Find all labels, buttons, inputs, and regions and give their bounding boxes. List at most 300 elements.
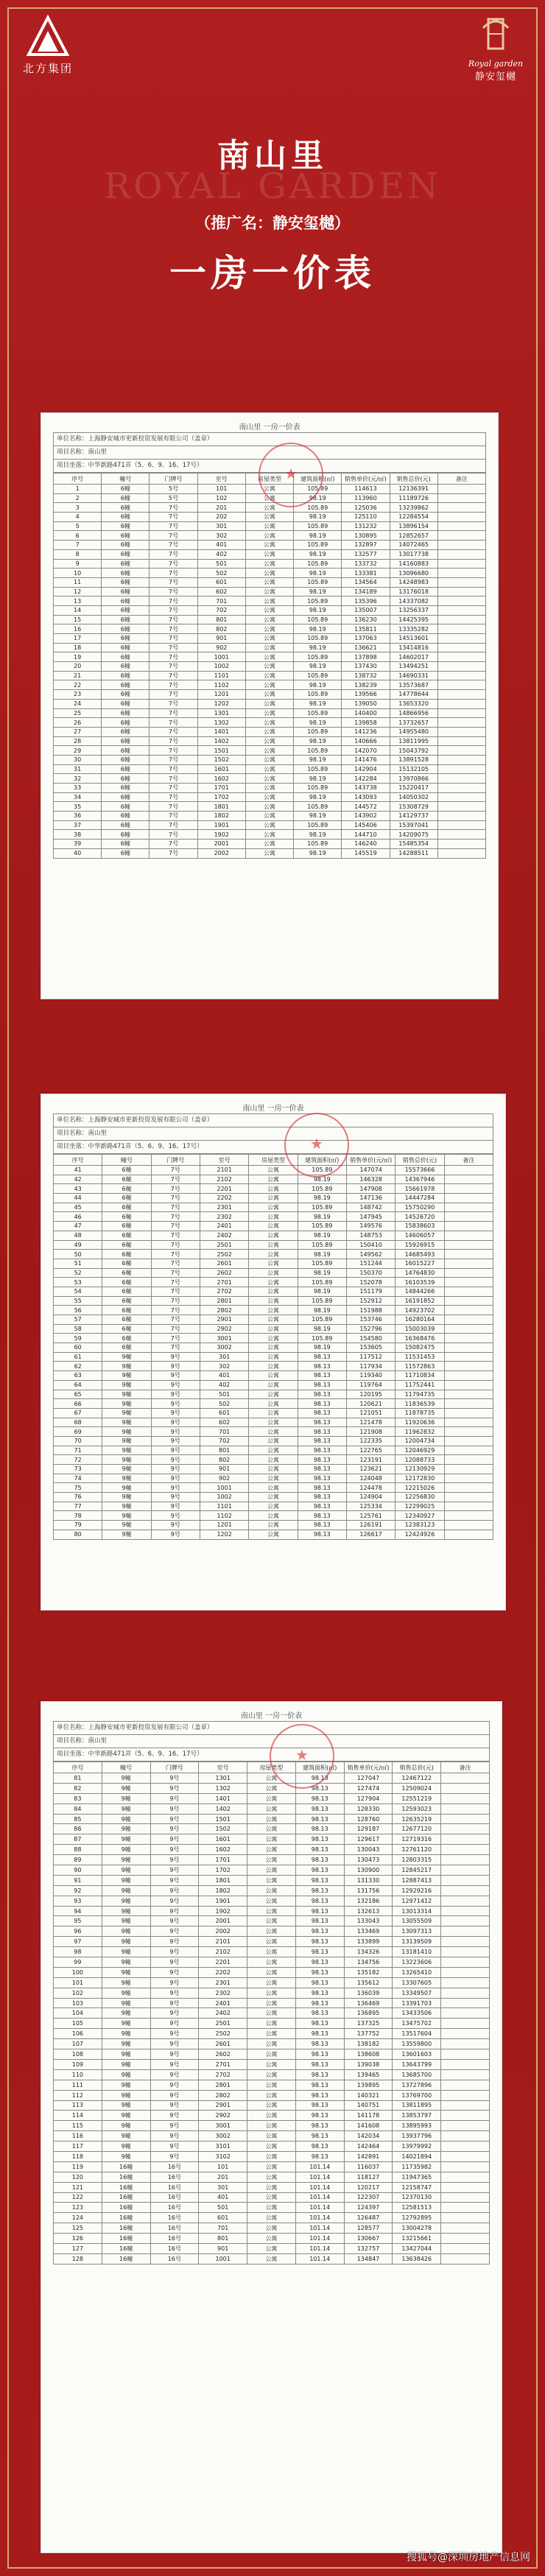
table-cell: 公寓 [245,840,293,849]
table-cell: 2502 [200,1250,248,1259]
table-cell: 128760 [344,1814,393,1824]
table-cell: 14050302 [390,792,437,802]
table-cell: 12845217 [393,1865,441,1876]
table-cell: 98.13 [295,2131,344,2142]
table-cell [441,1988,490,1998]
table-cell: 145519 [342,848,390,858]
table-cell: 12719316 [393,1834,441,1845]
table-cell [437,699,485,708]
table-row [54,1916,490,1926]
table-cell: 124904 [346,1493,395,1502]
table-cell: 7号 [151,1166,200,1175]
table-cell [437,736,485,746]
table-cell [441,1824,490,1834]
table-row [54,549,486,559]
table-row [54,1287,493,1296]
table-cell [437,662,485,672]
table-cell: 公寓 [249,1474,298,1483]
table-cell: 12172830 [395,1474,444,1483]
table-cell: 105.89 [294,634,342,644]
table-cell: 105.89 [298,1315,346,1325]
table-cell: 9号 [150,2142,199,2152]
table-cell: 9幢 [102,1834,150,1845]
table-cell: 133899 [344,1937,393,1947]
table-row [54,2131,490,2142]
price-sheet-page-2 [41,1094,506,1611]
table-cell: 23 [54,690,102,700]
table-cell: 98.19 [294,513,342,522]
table-cell: 98.13 [298,1390,346,1399]
table-cell: 98.19 [294,774,342,784]
table-row [54,830,486,840]
table-cell: 公寓 [247,1824,296,1834]
table-cell: 7号 [150,615,197,624]
table-cell: 公寓 [245,802,293,812]
table-cell: 1302 [197,718,245,728]
table-cell: 22 [54,680,102,690]
table-cell: 105.89 [294,690,342,700]
table-cell: 6幢 [102,1343,151,1353]
table-cell: 98.19 [294,549,342,559]
table-cell: 公寓 [247,1947,296,1957]
table-cell [441,1793,490,1803]
table-cell: 139038 [344,2059,393,2069]
table-cell: 2601 [200,1259,248,1268]
table-cell [441,2029,490,2039]
table-cell: 9号 [151,1493,200,1502]
table-cell: 公寓 [247,1793,296,1803]
table-cell: 142070 [342,746,390,756]
table-cell: 9号 [151,1380,200,1390]
table-cell: 142904 [342,764,390,774]
table-cell: 71 [54,1446,102,1455]
table-cell: 16幢 [102,2203,150,2213]
table-cell: 124048 [346,1474,395,1483]
table-cell: 2402 [200,1231,248,1240]
table-cell: 97 [54,1937,102,1947]
table-cell [441,2192,490,2203]
table-cell: 13811895 [393,2100,441,2111]
table-row [54,634,486,644]
table-cell [441,2080,490,2090]
table-cell: 14690331 [390,671,437,680]
table-cell: 98.13 [295,1937,344,1947]
table-cell: 13391703 [393,1998,441,2008]
table-cell: 9幢 [102,2111,150,2121]
table-cell [441,1896,490,1906]
table-cell: 43 [54,1184,102,1194]
table-cell: 42 [54,1175,102,1184]
table-cell: 36 [54,812,102,821]
table-cell: 13307605 [393,1977,441,1988]
table-cell: 140321 [344,2090,393,2100]
table-cell: 7号 [151,1203,200,1212]
table-cell: 98.13 [295,1896,344,1906]
table-cell: 9号 [151,1521,200,1530]
table-cell: 12 [54,587,102,597]
table-cell [437,485,485,494]
table-cell: 13 [54,597,102,606]
table-row [54,2019,490,2029]
table-cell: 16号 [150,2182,199,2192]
column-header: 门牌号 [150,1762,199,1773]
table-cell: 12971412 [393,1896,441,1906]
table-cell: 7号 [150,549,197,559]
table-cell: 101.14 [295,2253,344,2264]
column-header: 室号 [199,1762,247,1773]
table-cell: 501 [197,559,245,569]
table-cell [441,2182,490,2192]
table-cell: 6幢 [102,830,150,840]
table-cell: 公寓 [247,2253,296,2264]
table-cell: 7号 [151,1296,200,1306]
table-cell: 120195 [346,1390,395,1399]
table-cell: 2301 [200,1203,248,1212]
table-cell: 11920636 [395,1418,444,1427]
table-cell: 9幢 [102,1937,150,1947]
table-cell: 105.89 [298,1296,346,1306]
table-cell: 122335 [346,1436,395,1446]
table-cell: 7号 [151,1259,200,1268]
table-cell: 6幢 [102,531,150,541]
table-cell: 129617 [344,1834,393,1845]
table-cell: 98.13 [295,2049,344,2060]
table-cell: 9幢 [102,2080,150,2090]
table-cell: 124 [54,2213,102,2223]
table-cell: 6幢 [102,597,150,606]
table-cell: 公寓 [249,1521,298,1530]
table-cell: 2001 [199,1916,247,1926]
table-cell: 11572863 [395,1362,444,1371]
table-row [54,1380,493,1390]
table-cell: 49 [54,1240,102,1250]
table-cell: 2101 [199,1937,247,1947]
table-row [54,2223,490,2234]
table-cell: 1002 [200,1493,248,1502]
table-cell: 86 [54,1824,102,1834]
developer-logo-text: 北方集团 [22,62,73,75]
table-cell: 133381 [342,569,390,578]
table-cell: 2 [54,493,102,503]
table-row [54,2059,490,2069]
table-cell: 公寓 [247,2131,296,2142]
table-cell: 9幢 [102,1408,151,1418]
table-cell: 6幢 [102,840,150,849]
table-cell: 101 [197,485,245,494]
table-cell: 136230 [342,615,390,624]
table-cell: 7号 [150,680,197,690]
table-cell: 121 [54,2182,102,2192]
table-cell: 12215026 [395,1483,444,1493]
table-cell: 14160883 [390,559,437,569]
table-cell: 9号 [151,1408,200,1418]
table-cell: 147074 [346,1166,395,1175]
table-cell: 6幢 [102,577,150,587]
table-cell: 16号 [150,2243,199,2253]
column-header: 销售单价(元/㎡) [342,474,390,485]
table-cell: 16280164 [395,1315,444,1325]
table-cell: 13643799 [393,2059,441,2069]
table-cell: 901 [197,634,245,644]
table-cell: 公寓 [245,503,293,513]
column-header: 销售单价(元/㎡) [344,1762,393,1773]
table-cell: 公寓 [247,1998,296,2008]
table-cell: 4 [54,513,102,522]
table-cell: 7号 [151,1212,200,1222]
column-header: 幢号 [102,474,150,485]
table-cell: 7号 [150,699,197,708]
table-cell: 122 [54,2192,102,2203]
table-row [54,1937,490,1947]
table-cell: 7号 [150,652,197,662]
table-cell: 9号 [151,1530,200,1539]
table-row [54,1222,493,1231]
column-header: 销售总价(元) [390,474,437,485]
table-cell [437,577,485,587]
table-cell: 147908 [346,1184,395,1194]
table-cell: 1402 [197,736,245,746]
table-cell: 6幢 [102,718,150,728]
table-cell [441,1814,490,1824]
table-cell: 2402 [199,2008,247,2019]
column-header: 房屋类型 [247,1762,296,1773]
table-cell: 72 [54,1455,102,1465]
table-cell: 公寓 [245,812,293,821]
table-cell: 105.89 [294,727,342,736]
table-cell: 20 [54,662,102,672]
table-cell: 16幢 [102,2234,150,2244]
table-cell: 9幢 [102,1926,150,1937]
table-cell: 公寓 [247,2161,296,2172]
table-cell [441,2243,490,2253]
table-cell: 60 [54,1343,102,1353]
table-cell: 701 [199,2223,247,2234]
table-cell: 32 [54,774,102,784]
table-row [54,2039,490,2049]
table-cell: 131232 [342,521,390,531]
table-cell: 98.13 [295,1926,344,1937]
table-cell: 1401 [197,727,245,736]
table-cell: 6幢 [102,1259,151,1268]
table-row [54,1446,493,1455]
table-cell: 83 [54,1793,102,1803]
table-cell: 18 [54,643,102,652]
table-cell [437,493,485,503]
table-cell: 12004734 [395,1436,444,1446]
table-cell: 7号 [150,643,197,652]
table-cell: 13265410 [393,1967,441,1977]
project-logo-icon [476,15,516,54]
table-cell: 105.89 [298,1184,346,1194]
table-row [54,1885,490,1896]
table-cell: 14764830 [395,1268,444,1278]
table-cell [437,541,485,550]
table-row [54,1977,490,1988]
table-cell: 公寓 [249,1287,298,1296]
table-cell [441,2019,490,2029]
table-row [54,1390,493,1399]
table-cell [437,624,485,634]
table-cell: 130667 [344,2234,393,2244]
table-cell: 1301 [199,1773,247,1784]
table-cell [441,1926,490,1937]
table-cell: 12803315 [393,1855,441,1865]
table-cell: 141236 [342,727,390,736]
table-cell: 12509024 [393,1783,441,1793]
table-cell: 98.19 [294,569,342,578]
table-cell: 7号 [150,569,197,578]
table-cell: 98.13 [295,1865,344,1876]
price-table [53,473,486,859]
table-cell: 134189 [342,587,390,597]
table-cell: 144710 [342,830,390,840]
table-cell: 101.14 [295,2203,344,2213]
table-cell: 15485354 [390,840,437,849]
table-cell: 50 [54,1250,102,1259]
table-cell: 6幢 [102,784,150,793]
table-cell: 3102 [199,2151,247,2161]
table-cell: 9号 [151,1502,200,1511]
table-cell: 公寓 [249,1427,298,1437]
table-cell: 9幢 [102,1502,151,1511]
table-cell: 公寓 [247,1937,296,1947]
table-cell [441,1875,490,1885]
table-cell [437,513,485,522]
table-cell: 9号 [150,1783,199,1793]
column-header: 序号 [54,1155,102,1166]
paper-title: 南山里 一房一价表 [240,1712,303,1720]
table-cell: 6幢 [102,755,150,764]
table-cell: 9幢 [102,1483,151,1493]
table-cell: 公寓 [247,1875,296,1885]
column-header: 序号 [54,1762,102,1773]
table-cell: 16103539 [395,1278,444,1287]
table-cell: 9幢 [102,1977,150,1988]
table-cell: 14602017 [390,652,437,662]
table-cell: 公寓 [247,2090,296,2100]
table-cell: 公寓 [249,1446,298,1455]
table-cell: 59 [54,1334,102,1343]
column-header: 销售总价(元) [393,1762,441,1773]
table-cell: 9幢 [102,2059,150,2069]
table-cell: 101.14 [295,2213,344,2223]
table-cell [441,1967,490,1977]
table-cell: 公寓 [249,1166,298,1175]
table-cell: 15003039 [395,1324,444,1334]
table-cell: 16幢 [102,2192,150,2203]
table-cell: 74 [54,1474,102,1483]
table-cell: 6幢 [102,624,150,634]
table-cell: 118127 [344,2172,393,2182]
table-cell: 105.89 [298,1259,346,1268]
table-cell: 14447284 [395,1194,444,1203]
table-row [54,784,486,793]
table-cell: 7号 [150,690,197,700]
table-cell: 402 [197,549,245,559]
table-cell: 14955480 [390,727,437,736]
table-cell: 13427044 [393,2243,441,2253]
table-cell: 7号 [150,624,197,634]
project-line: 项目名称：南山里 [54,446,485,460]
table-cell: 公寓 [245,485,293,494]
table-cell: 80 [54,1530,102,1539]
table-cell: 11710834 [395,1371,444,1381]
table-cell: 1902 [197,830,245,840]
table-cell: 1602 [199,1845,247,1855]
table-cell [437,848,485,858]
table-cell: 7号 [150,792,197,802]
table-cell: 9号 [150,2049,199,2060]
table-cell [437,652,485,662]
table-cell: 98.19 [298,1287,346,1296]
column-header: 房屋类型 [249,1155,298,1166]
table-cell: 公寓 [249,1362,298,1371]
table-cell: 2701 [200,1278,248,1287]
table-cell: 7 [54,541,102,550]
table-cell: 公寓 [247,2059,296,2069]
table-cell: 9幢 [102,1521,151,1530]
table-cell: 122765 [346,1446,395,1455]
table-cell: 9号 [150,1916,199,1926]
table-cell [441,2100,490,2111]
table-cell: 16号 [150,2161,199,2172]
table-row [54,1502,493,1511]
table-cell [437,746,485,756]
table-cell: 1902 [199,1906,247,1916]
table-cell: 7号 [150,587,197,597]
table-cell: 9幢 [102,1855,150,1865]
price-sheet-page-3 [41,1701,502,2553]
table-cell: 105 [54,2019,102,2029]
table-cell: 105.89 [294,671,342,680]
table-cell: 6幢 [102,1296,151,1306]
paper-title: 南山里 一房一价表 [242,1105,304,1113]
table-cell: 公寓 [249,1268,298,1278]
table-cell: 16幢 [102,2223,150,2234]
table-cell: 公寓 [247,1783,296,1793]
table-cell: 2501 [199,2019,247,2029]
table-cell: 7号 [150,531,197,541]
table-cell: 6幢 [102,1175,151,1184]
table-cell: 8 [54,549,102,559]
table-cell: 801 [197,615,245,624]
table-cell: 98.19 [294,587,342,597]
table-row [54,1371,493,1381]
table-cell [444,1212,493,1222]
table-cell: 12467122 [393,1773,441,1784]
table-cell: 7号 [151,1231,200,1240]
table-cell: 58 [54,1324,102,1334]
table-cell: 6幢 [102,764,150,774]
table-cell: 2702 [199,2069,247,2080]
table-cell: 132577 [342,549,390,559]
table-cell: 16号 [150,2234,199,2244]
table-cell: 14367946 [395,1175,444,1184]
table-cell: 公寓 [245,727,293,736]
table-cell: 105.89 [294,840,342,849]
table-cell [444,1222,493,1231]
table-cell: 9号 [150,2080,199,2090]
table-row [54,2151,490,2161]
table-cell: 6幢 [102,680,150,690]
table-cell [441,1977,490,1988]
table-cell: 16191852 [395,1296,444,1306]
table-cell: 93 [54,1896,102,1906]
table-row [54,521,486,531]
table-cell: 151988 [346,1306,395,1315]
table-cell: 2901 [199,2100,247,2111]
table-cell: 7号 [150,812,197,821]
